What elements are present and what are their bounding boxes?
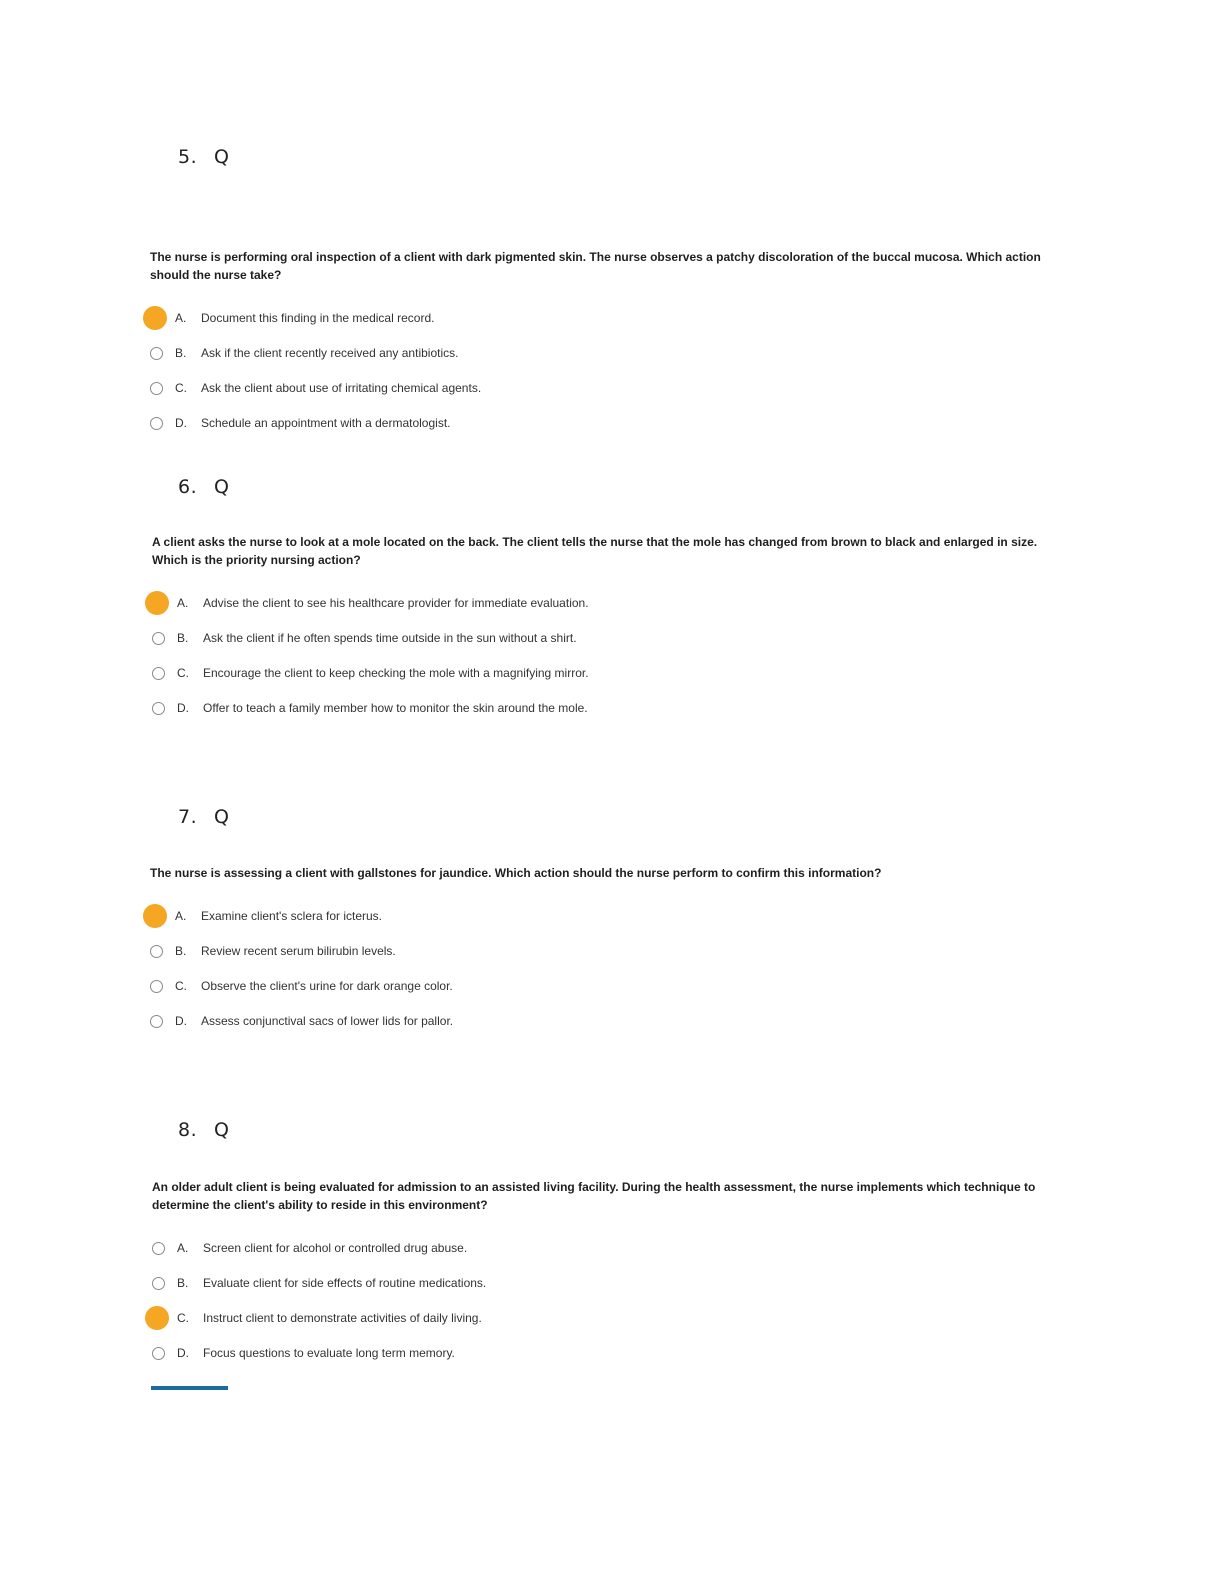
question-8-header [178, 1119, 229, 1141]
option-letter: A. [177, 1241, 189, 1255]
option-text: Assess conjunctival sacs of lower lids for pallor. [201, 1014, 454, 1028]
question-marker: Q [214, 476, 230, 498]
question-5-text: The nurse is performing oral inspection of a client with dark pigmented skin. The nurse observes a patchy discoloration of the buccal mucosa. Which action should the nurse take? [150, 250, 1041, 282]
option-letter: B. [175, 944, 187, 958]
question-number: 7. [178, 806, 198, 828]
question-8-option-b[interactable] [152, 1271, 486, 1295]
radio-icon[interactable] [152, 1277, 165, 1290]
question-6-option-a[interactable] [152, 591, 589, 615]
radio-icon[interactable] [150, 980, 163, 993]
question-marker: Q [214, 146, 230, 168]
question-7-text: The nurse is assessing a client with gallstones for jaundice. Which action should the nurse perform to confirm this information? [150, 866, 882, 880]
option-letter: B. [175, 346, 187, 360]
option-text: Evaluate client for side effects of routine medications. [203, 1276, 487, 1290]
option-text: Observe the client's urine for dark orange color. [201, 979, 453, 993]
option-letter: A. [175, 311, 187, 325]
option-letter: C. [177, 666, 189, 680]
option-letter: A. [177, 596, 189, 610]
question-5-option-d[interactable] [150, 411, 451, 435]
question-7-option-c[interactable] [150, 974, 453, 998]
question-5-header [178, 146, 229, 168]
selected-radio-icon[interactable] [145, 1306, 169, 1330]
option-text: Instruct client to demonstrate activities of daily living. [203, 1311, 482, 1325]
question-7-option-d[interactable] [150, 1009, 453, 1033]
option-text: Ask the client if he often spends time outside in the sun without a shirt. [203, 631, 577, 645]
question-number: 8. [178, 1119, 198, 1141]
radio-icon[interactable] [152, 667, 165, 680]
option-letter: C. [175, 381, 187, 395]
question-6-option-d[interactable] [152, 696, 588, 720]
question-marker: Q [214, 1119, 230, 1141]
accent-divider [151, 1386, 228, 1390]
option-text: Offer to teach a family member how to monitor the skin around the mole. [203, 701, 588, 715]
question-5-option-a[interactable] [150, 306, 434, 330]
option-letter: B. [177, 1276, 189, 1290]
radio-icon[interactable] [152, 1347, 165, 1360]
question-6-header [178, 476, 229, 498]
question-8-option-c[interactable] [152, 1306, 482, 1330]
question-7-option-a[interactable] [150, 904, 382, 928]
radio-icon[interactable] [150, 417, 163, 430]
option-text: Ask the client about use of irritating chemical agents. [201, 381, 482, 395]
option-text: Ask if the client recently received any antibiotics. [201, 346, 459, 360]
selected-radio-icon[interactable] [145, 591, 169, 615]
option-letter: C. [177, 1311, 189, 1325]
question-6-option-c[interactable] [152, 661, 589, 685]
question-7-option-b[interactable] [150, 939, 396, 963]
option-text: Schedule an appointment with a dermatologist. [201, 416, 451, 430]
question-5-option-b[interactable] [150, 341, 458, 365]
option-letter: D. [175, 416, 187, 430]
radio-icon[interactable] [150, 945, 163, 958]
option-letter: A. [175, 909, 187, 923]
option-letter: B. [177, 631, 189, 645]
radio-icon[interactable] [152, 1242, 165, 1255]
option-letter: D. [175, 1014, 187, 1028]
option-text: Encourage the client to keep checking the mole with a magnifying mirror. [203, 666, 589, 680]
question-number: 6. [178, 476, 198, 498]
selected-radio-icon[interactable] [143, 904, 167, 928]
question-8-option-a[interactable] [152, 1236, 467, 1260]
question-8-text: An older adult client is being evaluated for admission to an assisted living facility. During the health assessment, the nurse implements which technique to determine the client's ability to reside in this environment? [152, 1180, 1036, 1212]
question-number: 5. [178, 146, 198, 168]
option-text: Focus questions to evaluate long term memory. [203, 1346, 455, 1360]
option-text: Examine client's sclera for icterus. [201, 909, 383, 923]
radio-icon[interactable] [152, 702, 165, 715]
option-letter: D. [177, 1346, 189, 1360]
radio-icon[interactable] [152, 632, 165, 645]
radio-icon[interactable] [150, 382, 163, 395]
radio-icon[interactable] [150, 347, 163, 360]
option-text: Document this finding in the medical record. [201, 311, 435, 325]
question-marker: Q [214, 806, 230, 828]
option-letter: D. [177, 701, 189, 715]
question-8-option-d[interactable] [152, 1341, 455, 1365]
option-text: Screen client for alcohol or controlled drug abuse. [203, 1241, 468, 1255]
question-7-header [178, 806, 229, 828]
option-letter: C. [175, 979, 187, 993]
question-5-option-c[interactable] [150, 376, 481, 400]
question-6-option-b[interactable] [152, 626, 577, 650]
radio-icon[interactable] [150, 1015, 163, 1028]
question-6-text: A client asks the nurse to look at a mole located on the back. The client tells the nurse that the mole has changed from brown to black and enlarged in size. Which is the priority nursing action? [152, 535, 1038, 567]
option-text: Advise the client to see his healthcare provider for immediate evaluation. [203, 596, 589, 610]
selected-radio-icon[interactable] [143, 306, 167, 330]
option-text: Review recent serum bilirubin levels. [201, 944, 396, 958]
